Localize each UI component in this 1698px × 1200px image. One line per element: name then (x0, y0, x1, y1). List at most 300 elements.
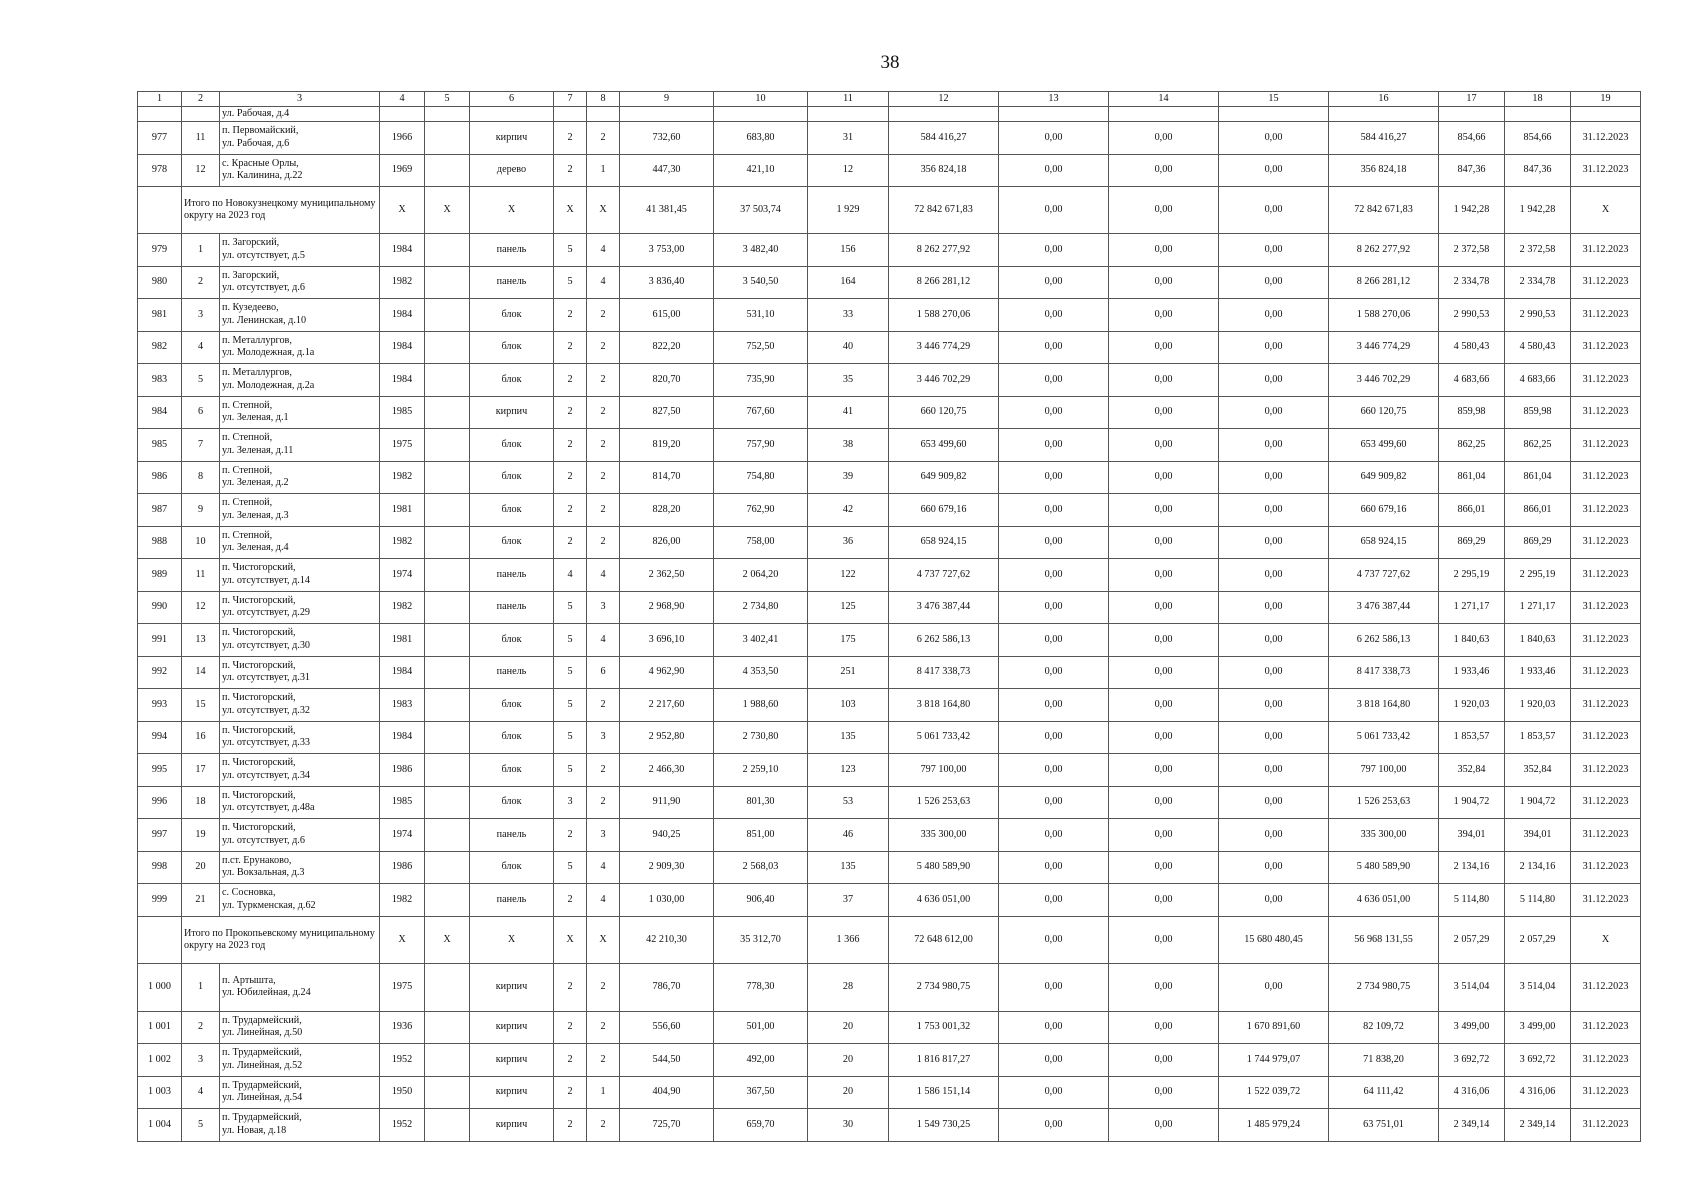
table-cell: 4 (587, 234, 620, 267)
table-cell: 2 (554, 331, 587, 364)
address-cell (220, 689, 380, 722)
table-cell (425, 624, 470, 657)
table-cell: 2 (587, 786, 620, 819)
table-cell: 1 920,03 (1505, 689, 1571, 722)
table-cell: 3 446 702,29 (889, 364, 999, 397)
table-cell: 649 909,82 (889, 461, 999, 494)
address-locality: п. Чистогорский, (222, 594, 296, 606)
table-cell: 0,00 (999, 689, 1109, 722)
table-cell: 46 (808, 819, 889, 852)
table-cell: 3 446 702,29 (1329, 364, 1439, 397)
table-cell: кирпич (470, 122, 554, 155)
column-number: 14 (1109, 92, 1219, 107)
table-cell: 2 (554, 364, 587, 397)
address-locality: п. Степной, (222, 399, 273, 411)
table-cell (182, 107, 220, 122)
address-cell (220, 624, 380, 657)
table-cell: 1 030,00 (620, 884, 714, 917)
table-cell: 2 568,03 (714, 851, 808, 884)
table-cell: 0,00 (1219, 754, 1329, 787)
table-cell: 828,20 (620, 494, 714, 527)
table-cell: 31.12.2023 (1571, 1011, 1641, 1044)
table-cell: 1982 (380, 461, 425, 494)
table-cell (587, 107, 620, 122)
table-cell: 1975 (380, 429, 425, 462)
table-cell: 12 (182, 154, 220, 187)
table-cell: 335 300,00 (889, 819, 999, 852)
table-cell (714, 107, 808, 122)
table-cell: 41 (808, 396, 889, 429)
table-cell: 1974 (380, 559, 425, 592)
table-cell: 1984 (380, 299, 425, 332)
table-cell: 0,00 (1219, 624, 1329, 657)
table-row (138, 884, 1641, 917)
address-cell (220, 154, 380, 187)
table-cell: 31.12.2023 (1571, 461, 1641, 494)
table-cell: 2 (554, 396, 587, 429)
table-cell: 2 (554, 299, 587, 332)
address-locality: п. Степной, (222, 529, 273, 541)
table-cell: 3 (182, 1044, 220, 1077)
table-row (138, 154, 1641, 187)
column-number: 12 (889, 92, 999, 107)
table-row (138, 1076, 1641, 1109)
column-number: 7 (554, 92, 587, 107)
table-cell: 982 (138, 331, 182, 364)
table-row (138, 656, 1641, 689)
table-cell: 31.12.2023 (1571, 526, 1641, 559)
table-cell: 1 271,17 (1505, 591, 1571, 624)
table-row (138, 624, 1641, 657)
table-cell: 1982 (380, 591, 425, 624)
table-cell: 0,00 (1219, 526, 1329, 559)
total-cell: 42 210,30 (620, 916, 714, 963)
table-cell: 4 (182, 331, 220, 364)
table-cell: 0,00 (999, 851, 1109, 884)
table-cell: 0,00 (1109, 754, 1219, 787)
table-row (138, 1011, 1641, 1044)
address-street: ул. отсутствует, д.31 (222, 672, 311, 684)
table-row (138, 461, 1641, 494)
total-cell: X (554, 187, 587, 234)
table-cell: 0,00 (999, 656, 1109, 689)
address-cell (220, 559, 380, 592)
table-cell: 3 836,40 (620, 266, 714, 299)
table-cell: 0,00 (1219, 963, 1329, 1011)
table-cell: 31.12.2023 (1571, 1109, 1641, 1142)
table-cell: 0,00 (1109, 819, 1219, 852)
table-cell: 653 499,60 (1329, 429, 1439, 462)
table-cell: 103 (808, 689, 889, 722)
table-cell: 5 061 733,42 (889, 721, 999, 754)
table-cell: 0,00 (1109, 1044, 1219, 1077)
table-cell: 649 909,82 (1329, 461, 1439, 494)
table-cell: 123 (808, 754, 889, 787)
table-cell: 404,90 (620, 1076, 714, 1109)
table-cell: 3 499,00 (1505, 1011, 1571, 1044)
table-cell: 1950 (380, 1076, 425, 1109)
table-row (138, 819, 1641, 852)
table-cell (425, 122, 470, 155)
table-cell: 758,00 (714, 526, 808, 559)
table-cell: 492,00 (714, 1044, 808, 1077)
table-cell: 1 485 979,24 (1219, 1109, 1329, 1142)
total-cell: 0,00 (1219, 187, 1329, 234)
table-cell: 994 (138, 721, 182, 754)
table-cell: 12 (182, 591, 220, 624)
table-cell: 2 (587, 1109, 620, 1142)
table-cell: 0,00 (1219, 786, 1329, 819)
table-cell: 0,00 (1219, 299, 1329, 332)
table-cell: 0,00 (999, 122, 1109, 155)
address-locality: п. Чистогорский, (222, 789, 296, 801)
table-cell: 1 840,63 (1505, 624, 1571, 657)
table-cell: 1966 (380, 122, 425, 155)
table-cell (425, 299, 470, 332)
table-cell: 2 734 980,75 (1329, 963, 1439, 1011)
table-cell: 31.12.2023 (1571, 234, 1641, 267)
total-cell: 0,00 (1109, 916, 1219, 963)
table-cell: 2 990,53 (1505, 299, 1571, 332)
address-street: ул. Линейная, д.50 (222, 1027, 303, 1039)
table-cell: 39 (808, 461, 889, 494)
page-number: 38 (880, 52, 900, 73)
table-cell: 1 586 151,14 (889, 1076, 999, 1109)
table-cell: 1952 (380, 1109, 425, 1142)
column-number: 19 (1571, 92, 1641, 107)
total-cell: X (470, 916, 554, 963)
table-cell: 0,00 (1219, 122, 1329, 155)
address-street: ул. Молодежная, д.1а (222, 347, 315, 359)
table-cell: 0,00 (999, 1109, 1109, 1142)
total-cell: 1 366 (808, 916, 889, 963)
table-cell (425, 786, 470, 819)
table-cell: 0,00 (1109, 1076, 1219, 1109)
table-cell: 0,00 (999, 624, 1109, 657)
table-cell (138, 107, 182, 122)
table-cell: блок (470, 429, 554, 462)
table-cell: 0,00 (999, 526, 1109, 559)
table-cell: 3 (587, 819, 620, 852)
column-number: 10 (714, 92, 808, 107)
table-cell: 2 372,58 (1439, 234, 1505, 267)
continued-row (138, 107, 1641, 122)
table-cell: 156 (808, 234, 889, 267)
table-cell: 135 (808, 851, 889, 884)
address-cell (220, 963, 380, 1011)
table-cell: 4 962,90 (620, 656, 714, 689)
table-cell: 1 853,57 (1439, 721, 1505, 754)
table-cell: 869,29 (1439, 526, 1505, 559)
total-cell: X (587, 916, 620, 963)
total-cell: X (380, 187, 425, 234)
table-cell: 1 588 270,06 (889, 299, 999, 332)
table-cell: кирпич (470, 1109, 554, 1142)
table-cell: 0,00 (1219, 851, 1329, 884)
table-cell: 394,01 (1505, 819, 1571, 852)
table-cell: 1 904,72 (1505, 786, 1571, 819)
table-cell: 31.12.2023 (1571, 494, 1641, 527)
table-cell: 977 (138, 122, 182, 155)
table-cell: 367,50 (714, 1076, 808, 1109)
address-street: ул. отсутствует, д.32 (222, 704, 311, 716)
table-cell: 1984 (380, 234, 425, 267)
address-cell (220, 721, 380, 754)
address-cell (220, 754, 380, 787)
column-number: 2 (182, 92, 220, 107)
table-cell: 3 (554, 786, 587, 819)
total-cell: 0,00 (999, 916, 1109, 963)
table-cell (425, 1044, 470, 1077)
table-cell (808, 107, 889, 122)
column-number: 17 (1439, 92, 1505, 107)
address-cell (220, 122, 380, 155)
table-cell (1109, 107, 1219, 122)
address-cell (220, 429, 380, 462)
table-cell (425, 819, 470, 852)
address-street: ул. Калинина, д.22 (222, 170, 303, 182)
table-cell: 135 (808, 721, 889, 754)
table-cell: 659,70 (714, 1109, 808, 1142)
address-locality: п. Кузедеево, (222, 302, 279, 314)
table-cell: 0,00 (1109, 331, 1219, 364)
table-cell: 14 (182, 656, 220, 689)
table-cell: 1 840,63 (1439, 624, 1505, 657)
table-cell: 4 353,50 (714, 656, 808, 689)
table-cell: 8 417 338,73 (1329, 656, 1439, 689)
address-street: ул. отсутствует, д.33 (222, 737, 311, 749)
table-cell (425, 526, 470, 559)
table-cell: 1 526 253,63 (889, 786, 999, 819)
table-cell: 31.12.2023 (1571, 786, 1641, 819)
address-locality: п. Чистогорский, (222, 692, 296, 704)
table-cell: блок (470, 851, 554, 884)
table-cell: 2 (587, 122, 620, 155)
table-cell: 4 580,43 (1439, 331, 1505, 364)
table-row (138, 266, 1641, 299)
table-cell: 1 001 (138, 1011, 182, 1044)
address-locality: п. Трудармейский, (222, 1047, 302, 1059)
table-cell (425, 1076, 470, 1109)
address-locality: п. Трудармейский, (222, 1112, 302, 1124)
table-cell: 2 (554, 122, 587, 155)
column-number: 15 (1219, 92, 1329, 107)
table-cell: блок (470, 624, 554, 657)
table-cell: 30 (808, 1109, 889, 1142)
table-cell: 0,00 (1219, 396, 1329, 429)
address-cell (220, 266, 380, 299)
table-cell: 1982 (380, 884, 425, 917)
table-cell: 8 266 281,12 (1329, 266, 1439, 299)
table-cell: 906,40 (714, 884, 808, 917)
table-cell: 1 904,72 (1439, 786, 1505, 819)
table-cell: 1 933,46 (1505, 656, 1571, 689)
table-cell: блок (470, 331, 554, 364)
table-cell (554, 107, 587, 122)
total-cell: X (1571, 187, 1641, 234)
table-cell: 0,00 (1109, 396, 1219, 429)
table-row (138, 559, 1641, 592)
table-cell: 1981 (380, 494, 425, 527)
table-cell: 544,50 (620, 1044, 714, 1077)
total-row (138, 187, 1641, 234)
table-cell (425, 591, 470, 624)
table-cell: 2 (554, 963, 587, 1011)
table-cell: 501,00 (714, 1011, 808, 1044)
table-cell: 2 134,16 (1505, 851, 1571, 884)
total-cell: X (554, 916, 587, 963)
table-cell: 819,20 (620, 429, 714, 462)
table-cell: 2 (554, 1011, 587, 1044)
table-cell: 64 111,42 (1329, 1076, 1439, 1109)
table-cell: 1 002 (138, 1044, 182, 1077)
table-cell: 2 (554, 1109, 587, 1142)
table-cell: 1 004 (138, 1109, 182, 1142)
table-cell: 3 514,04 (1439, 963, 1505, 1011)
table-cell: блок (470, 754, 554, 787)
table-cell: 2 (587, 963, 620, 1011)
table-cell: 869,29 (1505, 526, 1571, 559)
table-cell: 0,00 (1109, 122, 1219, 155)
address-locality: п. Трудармейский, (222, 1079, 302, 1091)
table-cell: 356 824,18 (889, 154, 999, 187)
table-cell: 0,00 (1109, 624, 1219, 657)
table-cell: 16 (182, 721, 220, 754)
table-cell: 658 924,15 (1329, 526, 1439, 559)
table-cell: 3 696,10 (620, 624, 714, 657)
address-street: ул. Рабочая, д.6 (222, 137, 290, 149)
table-cell: 2 (554, 884, 587, 917)
table-cell: 1 588 270,06 (1329, 299, 1439, 332)
table-cell: 985 (138, 429, 182, 462)
table-cell: 1985 (380, 786, 425, 819)
table-cell: 5 (554, 851, 587, 884)
address-locality: п. Металлургов, (222, 334, 292, 346)
table-cell: 251 (808, 656, 889, 689)
table-cell: 797 100,00 (889, 754, 999, 787)
table-cell: 20 (808, 1011, 889, 1044)
table-cell: 7 (182, 429, 220, 462)
total-cell: X (470, 187, 554, 234)
table-cell: 2 (587, 689, 620, 722)
table-cell: 1981 (380, 624, 425, 657)
table-cell: 801,30 (714, 786, 808, 819)
table-cell: 3 446 774,29 (1329, 331, 1439, 364)
column-number: 1 (138, 92, 182, 107)
table-cell: 4 (554, 559, 587, 592)
table-cell: блок (470, 526, 554, 559)
table-cell: кирпич (470, 963, 554, 1011)
table-cell: 31.12.2023 (1571, 591, 1641, 624)
table-row (138, 851, 1641, 884)
table-cell (889, 107, 999, 122)
address-street: ул. отсутствует, д.5 (222, 249, 305, 261)
table-cell: 1 (587, 154, 620, 187)
table-cell: 1984 (380, 721, 425, 754)
table-cell: 15 (182, 689, 220, 722)
table-cell: 866,01 (1505, 494, 1571, 527)
table-cell (425, 331, 470, 364)
table-cell: 732,60 (620, 122, 714, 155)
address-cell (220, 396, 380, 429)
table-cell: панель (470, 591, 554, 624)
address-locality: п. Металлургов, (222, 367, 292, 379)
table-cell: 827,50 (620, 396, 714, 429)
table-cell: 0,00 (1219, 266, 1329, 299)
table-cell: 1 526 253,63 (1329, 786, 1439, 819)
table-cell (425, 494, 470, 527)
table-cell: 352,84 (1505, 754, 1571, 787)
table-cell: панель (470, 266, 554, 299)
table-cell: 1974 (380, 819, 425, 852)
table-cell: панель (470, 234, 554, 267)
table-cell (425, 107, 470, 122)
table-cell: 3 692,72 (1439, 1044, 1505, 1077)
table-cell: 658 924,15 (889, 526, 999, 559)
table-cell: 2 349,14 (1439, 1109, 1505, 1142)
table-cell: 2 334,78 (1505, 266, 1571, 299)
table-cell: 11 (182, 559, 220, 592)
table-cell: 31.12.2023 (1571, 851, 1641, 884)
table-cell: 2 (554, 461, 587, 494)
table-cell: 5 061 733,42 (1329, 721, 1439, 754)
table-cell: кирпич (470, 1044, 554, 1077)
table-cell: 0,00 (1219, 429, 1329, 462)
address-locality: с. Красные Орлы, (222, 157, 299, 169)
housing-register-table (137, 91, 1641, 1142)
address-cell (220, 884, 380, 917)
table-cell: 12 (808, 154, 889, 187)
address-cell (220, 461, 380, 494)
table-cell: 0,00 (1109, 559, 1219, 592)
table-cell: 2 372,58 (1505, 234, 1571, 267)
table-cell (425, 721, 470, 754)
table-row (138, 689, 1641, 722)
table-cell: 8 417 338,73 (889, 656, 999, 689)
address-street: ул. Новая, д.18 (222, 1124, 287, 1136)
table-cell: 4 (587, 884, 620, 917)
table-row (138, 299, 1641, 332)
table-cell: 0,00 (999, 1011, 1109, 1044)
table-cell: 1 670 891,60 (1219, 1011, 1329, 1044)
total-cell: 41 381,45 (620, 187, 714, 234)
address-locality: п. Чистогорский, (222, 822, 296, 834)
table-cell: 979 (138, 234, 182, 267)
table-cell: 31.12.2023 (1571, 754, 1641, 787)
table-cell: 2 295,19 (1505, 559, 1571, 592)
table-cell: 6 262 586,13 (1329, 624, 1439, 657)
table-cell: 1985 (380, 396, 425, 429)
table-cell: 2 349,14 (1505, 1109, 1571, 1142)
table-cell: 615,00 (620, 299, 714, 332)
column-number: 18 (1505, 92, 1571, 107)
table-cell: 2 (587, 754, 620, 787)
table-cell: 862,25 (1439, 429, 1505, 462)
table-cell: 0,00 (1109, 721, 1219, 754)
table-cell (425, 656, 470, 689)
total-cell: 1 942,28 (1439, 187, 1505, 234)
table-cell: 63 751,01 (1329, 1109, 1439, 1142)
address-cell (220, 494, 380, 527)
address-street: ул. Молодежная, д.2а (222, 379, 315, 391)
table-cell: 13 (182, 624, 220, 657)
table-cell: 0,00 (1109, 1109, 1219, 1142)
table-cell: 31.12.2023 (1571, 122, 1641, 155)
table-cell (1505, 107, 1571, 122)
table-cell (425, 266, 470, 299)
table-cell: 19 (182, 819, 220, 852)
column-number: 3 (220, 92, 380, 107)
